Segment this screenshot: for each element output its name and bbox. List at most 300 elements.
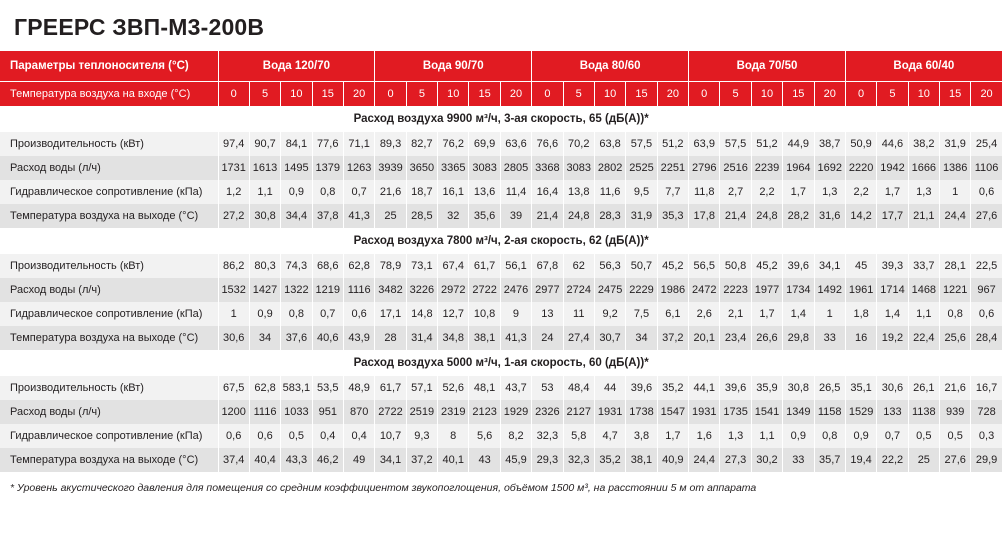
data-cell: 1929 xyxy=(500,400,531,424)
data-cell: 56,5 xyxy=(689,254,720,278)
data-cell: 1931 xyxy=(689,400,720,424)
data-cell: 26,6 xyxy=(751,326,782,350)
data-cell: 1,4 xyxy=(783,302,814,326)
data-cell: 1547 xyxy=(657,400,688,424)
data-cell: 1,8 xyxy=(845,302,876,326)
data-cell: 1986 xyxy=(657,278,688,302)
data-cell: 1495 xyxy=(281,156,312,180)
data-cell: 2475 xyxy=(594,278,625,302)
data-cell: 49 xyxy=(343,448,374,472)
data-cell: 967 xyxy=(971,278,1002,302)
data-cell: 35,2 xyxy=(657,376,688,400)
data-cell: 22,5 xyxy=(971,254,1002,278)
data-cell: 1,7 xyxy=(657,424,688,448)
data-cell: 1541 xyxy=(751,400,782,424)
data-cell: 2796 xyxy=(689,156,720,180)
data-cell: 16,7 xyxy=(971,376,1002,400)
data-cell: 68,6 xyxy=(312,254,343,278)
data-cell: 53,5 xyxy=(312,376,343,400)
data-cell: 50,7 xyxy=(626,254,657,278)
inlet-temp-cell: 15 xyxy=(626,82,657,107)
data-cell: 1529 xyxy=(845,400,876,424)
data-cell: 17,8 xyxy=(689,204,720,228)
row-label: Расход воды (л/ч) xyxy=(0,156,218,180)
inlet-temp-cell: 10 xyxy=(751,82,782,107)
inlet-temp-cell: 0 xyxy=(532,82,563,107)
data-cell: 39 xyxy=(500,204,531,228)
data-cell: 20,1 xyxy=(689,326,720,350)
data-cell: 0,4 xyxy=(343,424,374,448)
data-cell: 63,9 xyxy=(689,132,720,156)
data-cell: 51,2 xyxy=(657,132,688,156)
section-title: Расход воздуха 7800 м³/ч, 2-ая скорость, 62 (дБ(А))* xyxy=(0,228,1002,254)
data-cell: 2722 xyxy=(469,278,500,302)
data-cell: 0,9 xyxy=(783,424,814,448)
inlet-temp-cell: 0 xyxy=(375,82,406,107)
data-cell: 37,2 xyxy=(657,326,688,350)
data-cell: 44 xyxy=(594,376,625,400)
table-row xyxy=(0,376,1002,400)
data-cell: 0,6 xyxy=(343,302,374,326)
data-cell: 2326 xyxy=(532,400,563,424)
data-cell: 2476 xyxy=(500,278,531,302)
data-cell: 0,9 xyxy=(845,424,876,448)
data-cell: 48,1 xyxy=(469,376,500,400)
data-cell: 67,5 xyxy=(218,376,249,400)
data-cell: 37,2 xyxy=(406,448,437,472)
data-cell: 1138 xyxy=(908,400,939,424)
data-cell: 2223 xyxy=(720,278,751,302)
data-cell: 8 xyxy=(438,424,469,448)
data-cell: 30,8 xyxy=(249,204,280,228)
data-cell: 21,4 xyxy=(532,204,563,228)
subheader-row xyxy=(0,82,1002,107)
data-cell: 35,9 xyxy=(751,376,782,400)
data-cell: 38,7 xyxy=(814,132,845,156)
header-row xyxy=(0,51,1002,82)
data-cell: 1263 xyxy=(343,156,374,180)
subheader-label: Температура воздуха на входе (°C) xyxy=(0,82,218,107)
data-cell: 28,4 xyxy=(971,326,1002,350)
inlet-temp-cell: 10 xyxy=(281,82,312,107)
table-row xyxy=(0,254,1002,278)
section-title: Расход воздуха 5000 м³/ч, 1-ая скорость, 60 (дБ(А))* xyxy=(0,350,1002,376)
data-cell: 24,4 xyxy=(940,204,971,228)
data-cell: 25 xyxy=(908,448,939,472)
row-label: Гидравлическое сопротивление (кПа) xyxy=(0,424,218,448)
table-row xyxy=(0,424,1002,448)
inlet-temp-cell: 10 xyxy=(594,82,625,107)
data-cell: 13 xyxy=(532,302,563,326)
data-cell: 1,3 xyxy=(814,180,845,204)
data-cell: 1,1 xyxy=(751,424,782,448)
data-cell: 44,6 xyxy=(877,132,908,156)
data-cell: 12,7 xyxy=(438,302,469,326)
data-cell: 3,8 xyxy=(626,424,657,448)
data-cell: 9,2 xyxy=(594,302,625,326)
data-cell: 2972 xyxy=(438,278,469,302)
row-label: Температура воздуха на выходе (°C) xyxy=(0,326,218,350)
data-cell: 38,1 xyxy=(626,448,657,472)
data-cell: 50,9 xyxy=(845,132,876,156)
data-cell: 1942 xyxy=(877,156,908,180)
header-param-label: Параметры теплоносителя (°C) xyxy=(0,51,218,82)
table-row xyxy=(0,400,1002,424)
section-title-row xyxy=(0,228,1002,254)
data-cell: 52,6 xyxy=(438,376,469,400)
row-label: Температура воздуха на выходе (°C) xyxy=(0,448,218,472)
data-cell: 3482 xyxy=(375,278,406,302)
data-cell: 0,6 xyxy=(971,180,1002,204)
data-cell: 44,1 xyxy=(689,376,720,400)
data-cell: 38,1 xyxy=(469,326,500,350)
data-cell: 28,1 xyxy=(940,254,971,278)
inlet-temp-cell: 10 xyxy=(438,82,469,107)
header-group-3: Вода 70/50 xyxy=(689,51,846,82)
data-cell: 0,3 xyxy=(971,424,1002,448)
data-cell: 1666 xyxy=(908,156,939,180)
data-cell: 17,7 xyxy=(877,204,908,228)
data-cell: 9,3 xyxy=(406,424,437,448)
data-cell: 19,2 xyxy=(877,326,908,350)
data-cell: 1468 xyxy=(908,278,939,302)
header-group-0: Вода 120/70 xyxy=(218,51,375,82)
data-cell: 3226 xyxy=(406,278,437,302)
inlet-temp-cell: 20 xyxy=(500,82,531,107)
data-cell: 14,8 xyxy=(406,302,437,326)
data-cell: 32 xyxy=(438,204,469,228)
inlet-temp-cell: 15 xyxy=(312,82,343,107)
data-cell: 18,7 xyxy=(406,180,437,204)
data-cell: 1386 xyxy=(940,156,971,180)
row-label: Производительность (кВт) xyxy=(0,254,218,278)
data-cell: 2525 xyxy=(626,156,657,180)
data-cell: 1964 xyxy=(783,156,814,180)
data-cell: 76,6 xyxy=(532,132,563,156)
data-cell: 37,4 xyxy=(218,448,249,472)
data-cell: 40,1 xyxy=(438,448,469,472)
data-cell: 1,2 xyxy=(218,180,249,204)
data-cell: 1613 xyxy=(249,156,280,180)
data-cell: 31,9 xyxy=(940,132,971,156)
data-cell: 37,8 xyxy=(312,204,343,228)
table-row xyxy=(0,278,1002,302)
data-cell: 26,1 xyxy=(908,376,939,400)
data-cell: 1379 xyxy=(312,156,343,180)
data-cell: 0,7 xyxy=(877,424,908,448)
data-cell: 2516 xyxy=(720,156,751,180)
data-cell: 1532 xyxy=(218,278,249,302)
data-cell: 24,8 xyxy=(751,204,782,228)
data-cell: 951 xyxy=(312,400,343,424)
inlet-temp-cell: 20 xyxy=(657,82,688,107)
data-cell: 25 xyxy=(375,204,406,228)
data-cell: 29,9 xyxy=(971,448,1002,472)
data-cell: 22,2 xyxy=(877,448,908,472)
data-cell: 1931 xyxy=(594,400,625,424)
data-cell: 34,1 xyxy=(375,448,406,472)
data-cell: 0,5 xyxy=(908,424,939,448)
specification-table xyxy=(0,51,1002,472)
section-title: Расход воздуха 9900 м³/ч, 3-ая скорость, 65 (дБ(А))* xyxy=(0,106,1002,132)
table-row xyxy=(0,302,1002,326)
data-cell: 2319 xyxy=(438,400,469,424)
data-cell: 43,9 xyxy=(343,326,374,350)
data-cell: 10,7 xyxy=(375,424,406,448)
data-cell: 11,6 xyxy=(594,180,625,204)
data-cell: 2123 xyxy=(469,400,500,424)
data-cell: 37,6 xyxy=(281,326,312,350)
data-cell: 86,2 xyxy=(218,254,249,278)
data-cell: 30,2 xyxy=(751,448,782,472)
data-cell: 63,6 xyxy=(500,132,531,156)
data-cell: 11 xyxy=(563,302,594,326)
data-cell: 2472 xyxy=(689,278,720,302)
inlet-temp-cell: 0 xyxy=(218,82,249,107)
table-row xyxy=(0,132,1002,156)
inlet-temp-cell: 20 xyxy=(814,82,845,107)
data-cell: 0,6 xyxy=(249,424,280,448)
data-cell: 2,1 xyxy=(720,302,751,326)
data-cell: 39,6 xyxy=(720,376,751,400)
inlet-temp-cell: 0 xyxy=(845,82,876,107)
data-cell: 30,8 xyxy=(783,376,814,400)
data-cell: 53 xyxy=(532,376,563,400)
data-cell: 34 xyxy=(626,326,657,350)
data-cell: 35,6 xyxy=(469,204,500,228)
data-cell: 2,7 xyxy=(720,180,751,204)
data-cell: 45 xyxy=(845,254,876,278)
data-cell: 31,4 xyxy=(406,326,437,350)
data-cell: 2220 xyxy=(845,156,876,180)
data-cell: 27,6 xyxy=(940,448,971,472)
data-cell: 70,2 xyxy=(563,132,594,156)
data-cell: 1 xyxy=(940,180,971,204)
inlet-temp-cell: 15 xyxy=(940,82,971,107)
data-cell: 3939 xyxy=(375,156,406,180)
data-cell: 26,5 xyxy=(814,376,845,400)
data-cell: 50,8 xyxy=(720,254,751,278)
data-cell: 84,1 xyxy=(281,132,312,156)
data-cell: 62,8 xyxy=(343,254,374,278)
data-cell: 27,4 xyxy=(563,326,594,350)
data-cell: 28,2 xyxy=(783,204,814,228)
data-cell: 2724 xyxy=(563,278,594,302)
data-cell: 57,5 xyxy=(626,132,657,156)
data-cell: 1 xyxy=(218,302,249,326)
row-label: Производительность (кВт) xyxy=(0,376,218,400)
data-cell: 23,4 xyxy=(720,326,751,350)
page-title: ГРЕЕРС ЗВП-М3-200В xyxy=(14,14,265,40)
data-cell: 11,4 xyxy=(500,180,531,204)
data-cell: 34,1 xyxy=(814,254,845,278)
data-cell: 30,6 xyxy=(877,376,908,400)
data-cell: 0,8 xyxy=(312,180,343,204)
data-cell: 0,6 xyxy=(218,424,249,448)
data-cell: 39,6 xyxy=(626,376,657,400)
data-cell: 63,8 xyxy=(594,132,625,156)
data-cell: 2,2 xyxy=(845,180,876,204)
inlet-temp-cell: 10 xyxy=(908,82,939,107)
data-cell: 0,6 xyxy=(971,302,1002,326)
data-cell: 34,4 xyxy=(281,204,312,228)
inlet-temp-cell: 5 xyxy=(877,82,908,107)
data-cell: 1738 xyxy=(626,400,657,424)
data-cell: 35,7 xyxy=(814,448,845,472)
data-cell: 1349 xyxy=(783,400,814,424)
data-cell: 0,9 xyxy=(249,302,280,326)
section-title-row xyxy=(0,106,1002,132)
data-cell: 80,3 xyxy=(249,254,280,278)
data-cell: 90,7 xyxy=(249,132,280,156)
data-cell: 870 xyxy=(343,400,374,424)
data-cell: 0,5 xyxy=(281,424,312,448)
data-cell: 28,5 xyxy=(406,204,437,228)
data-cell: 6,1 xyxy=(657,302,688,326)
data-cell: 2519 xyxy=(406,400,437,424)
header-group-1: Вода 90/70 xyxy=(375,51,532,82)
data-cell: 30,7 xyxy=(594,326,625,350)
data-cell: 74,3 xyxy=(281,254,312,278)
data-cell: 1,6 xyxy=(689,424,720,448)
data-cell: 1116 xyxy=(343,278,374,302)
header-group-2: Вода 80/60 xyxy=(532,51,689,82)
data-cell: 1,1 xyxy=(249,180,280,204)
data-cell: 57,1 xyxy=(406,376,437,400)
data-cell: 40,4 xyxy=(249,448,280,472)
data-cell: 16,4 xyxy=(532,180,563,204)
data-cell: 41,3 xyxy=(343,204,374,228)
data-cell: 2239 xyxy=(751,156,782,180)
data-cell: 1734 xyxy=(783,278,814,302)
data-cell: 78,9 xyxy=(375,254,406,278)
data-cell: 11,8 xyxy=(689,180,720,204)
data-cell: 2722 xyxy=(375,400,406,424)
data-cell: 43,3 xyxy=(281,448,312,472)
data-cell: 61,7 xyxy=(469,254,500,278)
data-cell: 24 xyxy=(532,326,563,350)
data-cell: 67,4 xyxy=(438,254,469,278)
data-cell: 46,2 xyxy=(312,448,343,472)
data-cell: 2805 xyxy=(500,156,531,180)
data-cell: 3083 xyxy=(563,156,594,180)
data-cell: 0,7 xyxy=(343,180,374,204)
data-cell: 1200 xyxy=(218,400,249,424)
data-cell: 35,2 xyxy=(594,448,625,472)
row-label: Гидравлическое сопротивление (кПа) xyxy=(0,180,218,204)
data-cell: 89,3 xyxy=(375,132,406,156)
data-cell: 44,9 xyxy=(783,132,814,156)
data-cell: 76,2 xyxy=(438,132,469,156)
data-cell: 1,1 xyxy=(908,302,939,326)
inlet-temp-cell: 5 xyxy=(406,82,437,107)
data-cell: 0,7 xyxy=(312,302,343,326)
inlet-temp-cell: 0 xyxy=(689,82,720,107)
data-cell: 583,1 xyxy=(281,376,312,400)
data-cell: 8,2 xyxy=(500,424,531,448)
table-row xyxy=(0,156,1002,180)
data-cell: 3368 xyxy=(532,156,563,180)
data-cell: 33,7 xyxy=(908,254,939,278)
inlet-temp-cell: 20 xyxy=(971,82,1002,107)
data-cell: 9,5 xyxy=(626,180,657,204)
data-cell: 133 xyxy=(877,400,908,424)
data-cell: 57,5 xyxy=(720,132,751,156)
data-cell: 3083 xyxy=(469,156,500,180)
data-cell: 62 xyxy=(563,254,594,278)
inlet-temp-cell: 5 xyxy=(563,82,594,107)
data-cell: 7,5 xyxy=(626,302,657,326)
data-cell: 28,3 xyxy=(594,204,625,228)
data-cell: 19,4 xyxy=(845,448,876,472)
data-cell: 35,1 xyxy=(845,376,876,400)
data-cell: 7,7 xyxy=(657,180,688,204)
data-cell: 3365 xyxy=(438,156,469,180)
data-cell: 1735 xyxy=(720,400,751,424)
data-cell: 33 xyxy=(814,326,845,350)
data-cell: 21,6 xyxy=(375,180,406,204)
data-cell: 56,1 xyxy=(500,254,531,278)
data-cell: 1219 xyxy=(312,278,343,302)
data-cell: 2251 xyxy=(657,156,688,180)
data-cell: 21,6 xyxy=(940,376,971,400)
data-cell: 1,3 xyxy=(720,424,751,448)
data-cell: 31,9 xyxy=(626,204,657,228)
row-label: Расход воды (л/ч) xyxy=(0,278,218,302)
data-cell: 1492 xyxy=(814,278,845,302)
data-cell: 61,7 xyxy=(375,376,406,400)
data-cell: 1731 xyxy=(218,156,249,180)
data-cell: 0,8 xyxy=(814,424,845,448)
data-cell: 56,3 xyxy=(594,254,625,278)
data-cell: 1,3 xyxy=(908,180,939,204)
inlet-temp-cell: 15 xyxy=(469,82,500,107)
table-row xyxy=(0,326,1002,350)
inlet-temp-cell: 15 xyxy=(783,82,814,107)
data-cell: 1 xyxy=(814,302,845,326)
data-cell: 16 xyxy=(845,326,876,350)
data-cell: 33 xyxy=(783,448,814,472)
data-cell: 43,7 xyxy=(500,376,531,400)
data-cell: 1714 xyxy=(877,278,908,302)
data-cell: 40,9 xyxy=(657,448,688,472)
data-cell: 0,8 xyxy=(281,302,312,326)
data-cell: 728 xyxy=(971,400,1002,424)
data-cell: 5,6 xyxy=(469,424,500,448)
data-cell: 39,3 xyxy=(877,254,908,278)
data-cell: 4,7 xyxy=(594,424,625,448)
data-cell: 48,9 xyxy=(343,376,374,400)
data-cell: 34 xyxy=(249,326,280,350)
data-cell: 51,2 xyxy=(751,132,782,156)
data-cell: 82,7 xyxy=(406,132,437,156)
table-row xyxy=(0,204,1002,228)
data-cell: 28 xyxy=(375,326,406,350)
data-cell: 2,6 xyxy=(689,302,720,326)
data-cell: 1,7 xyxy=(783,180,814,204)
data-cell: 45,2 xyxy=(751,254,782,278)
data-cell: 13,8 xyxy=(563,180,594,204)
data-cell: 1692 xyxy=(814,156,845,180)
data-cell: 73,1 xyxy=(406,254,437,278)
data-cell: 34,8 xyxy=(438,326,469,350)
data-cell: 1961 xyxy=(845,278,876,302)
data-cell: 69,9 xyxy=(469,132,500,156)
data-cell: 2,2 xyxy=(751,180,782,204)
data-cell: 30,6 xyxy=(218,326,249,350)
data-cell: 35,3 xyxy=(657,204,688,228)
table-row xyxy=(0,448,1002,472)
